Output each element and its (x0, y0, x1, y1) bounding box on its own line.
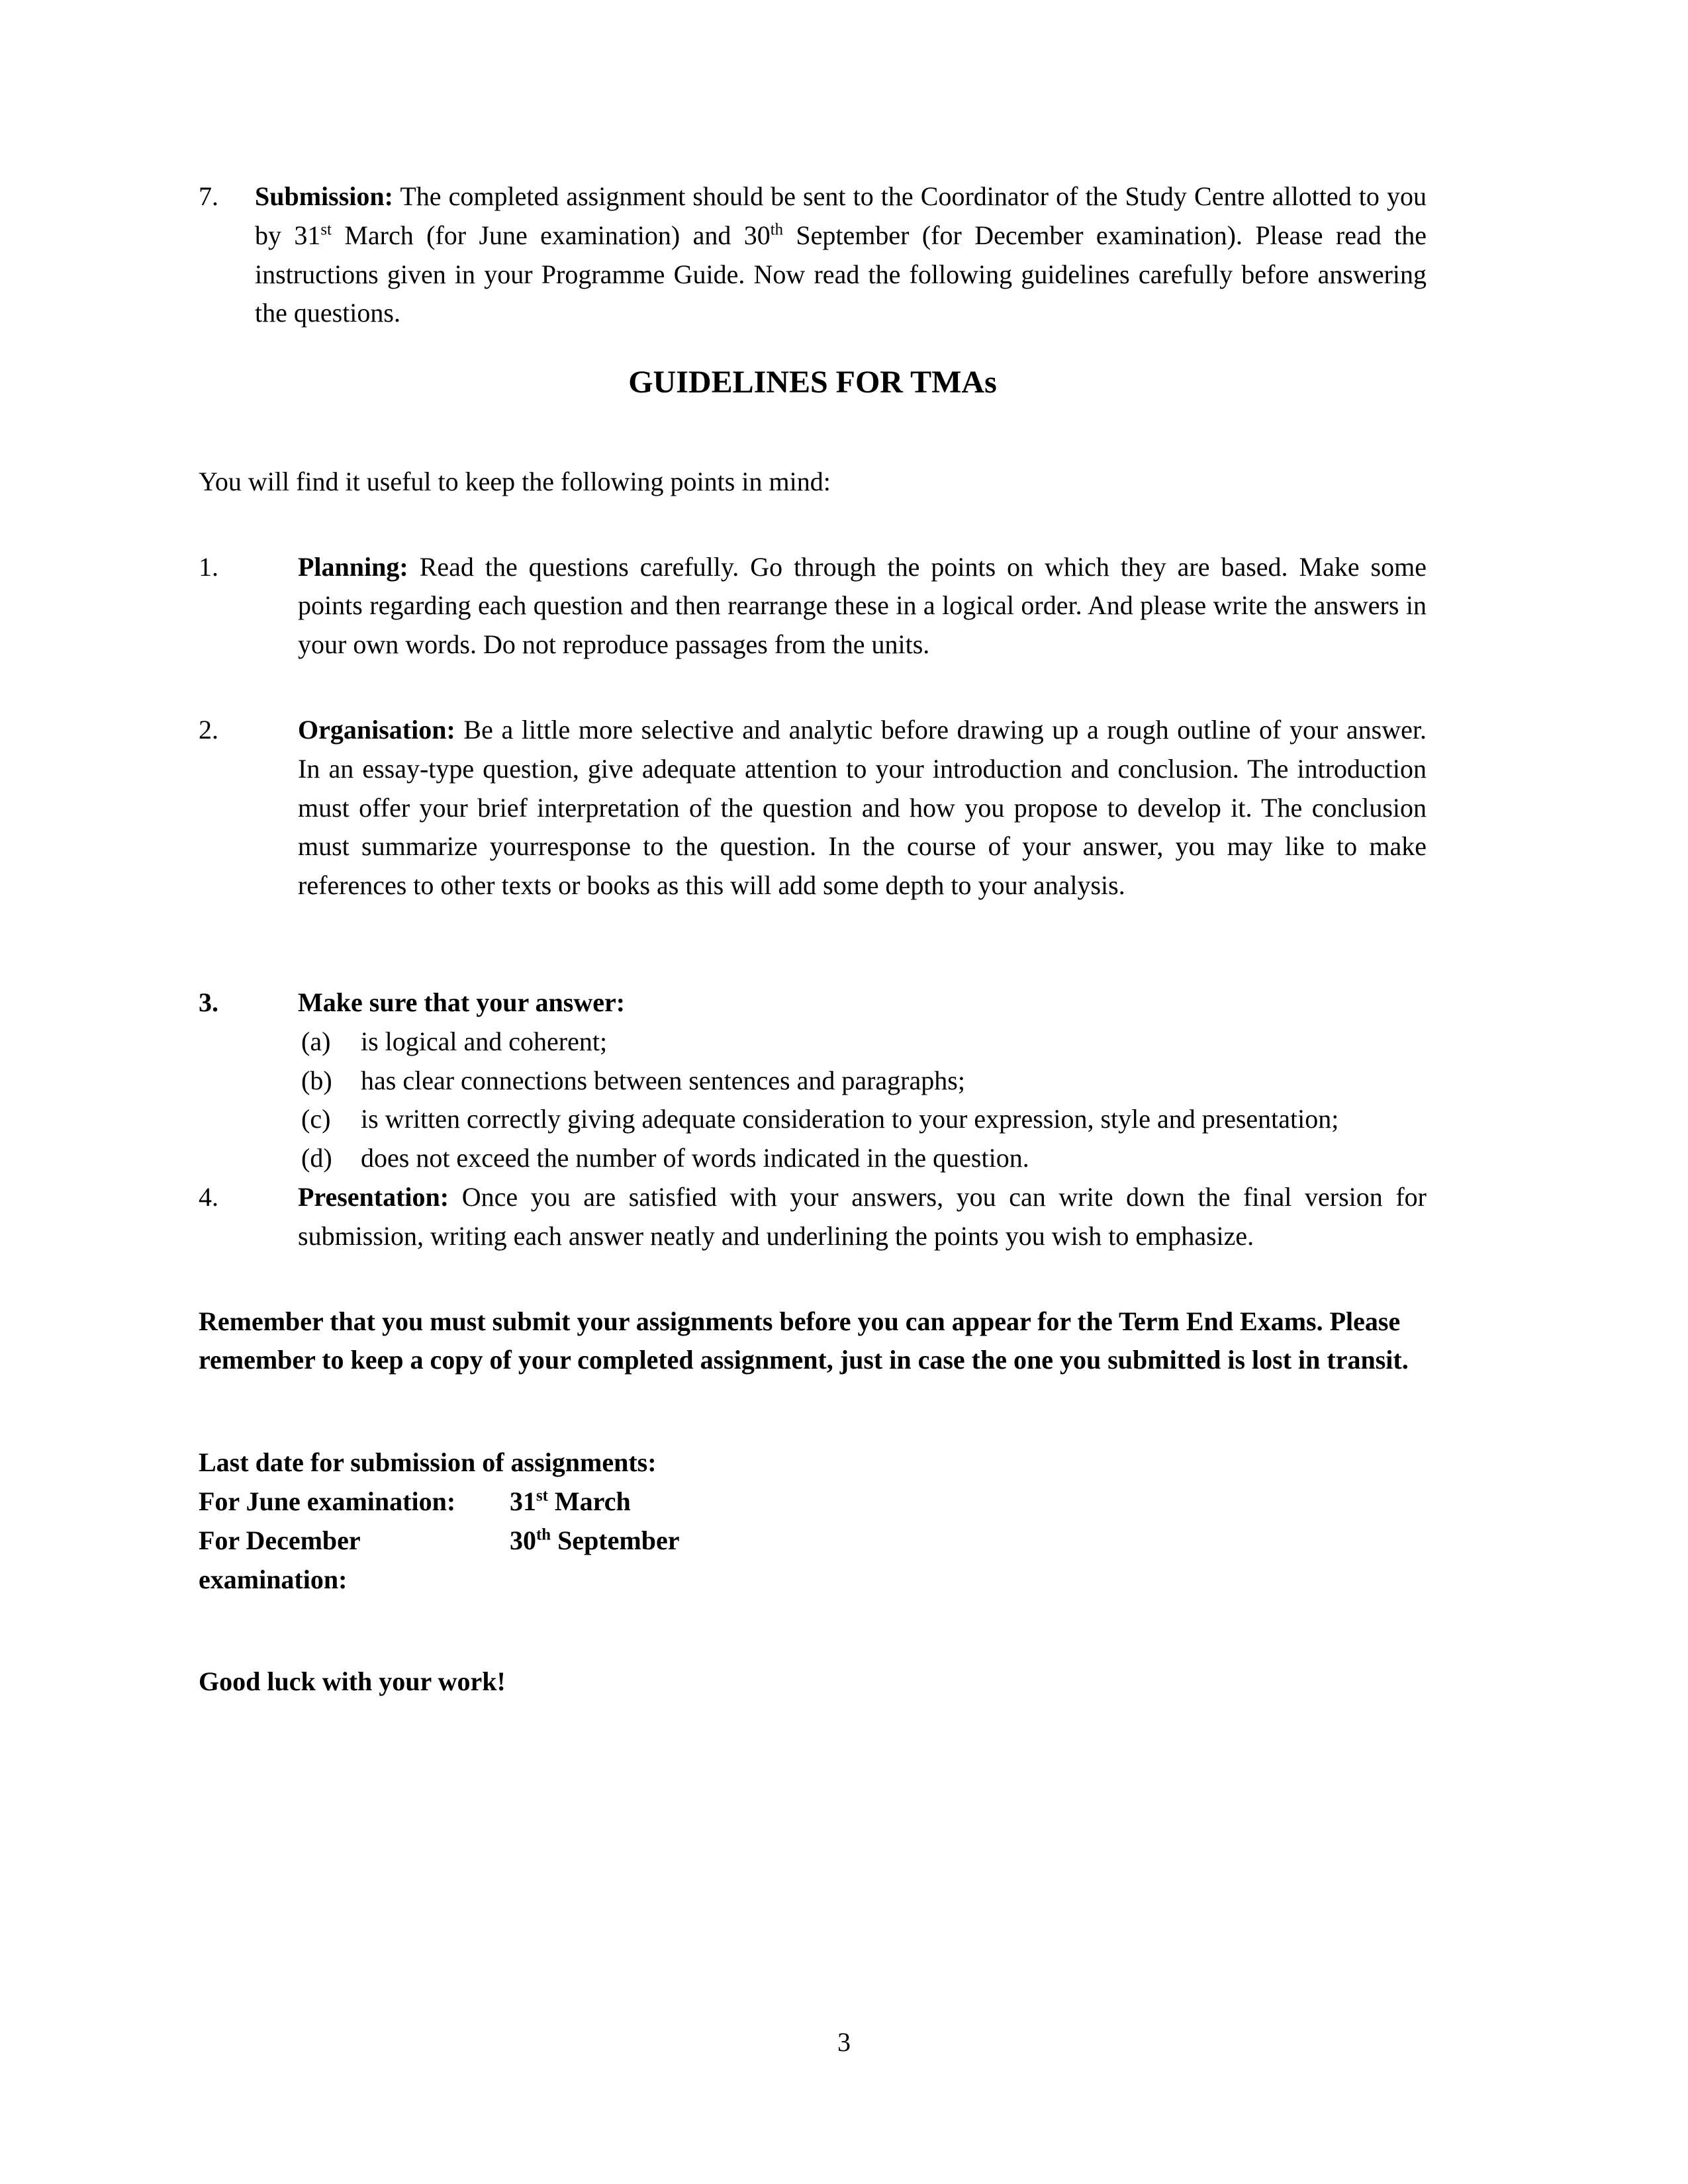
june-day: 31 (510, 1486, 536, 1516)
list-item-organisation (199, 711, 1427, 905)
page-number: 3 (837, 2027, 851, 2057)
submission-text-part-1: The completed assignment should be sent to the Coordinator of the Study Centre allotted to you by 31 (255, 181, 1427, 250)
sub-list-item (199, 1062, 1427, 1101)
dates-row-december (199, 1522, 1427, 1600)
sub-list-marker: (c) (301, 1104, 331, 1134)
presentation-text: Once you are satisfied with your answers, you can write down the final version for submission, writing each answer neatly and underlining the points you wish to emphasize. (298, 1181, 1427, 1251)
sub-list-marker: (d) (301, 1143, 332, 1173)
submission-text-part-2: March (for June examination) and 30 (331, 220, 771, 250)
ordinal-suffix-st: st (536, 1486, 548, 1505)
list-item-submission (199, 177, 1427, 333)
planning-label: Planning: (298, 551, 408, 582)
december-value (510, 1522, 1427, 1600)
december-label: For December examination: (199, 1525, 360, 1594)
sub-list-marker: (b) (301, 1065, 332, 1095)
list-marker: 1. (199, 551, 218, 582)
remember-note: Remember that you must submit your assignments before you can appear for the Term End Exams. Please remember to keep a copy of your completed assignment, just in case the one you submitted is lost in transit. (199, 1306, 1409, 1375)
sub-list-text: is written correctly giving adequate consideration to your expression, style and presentation; (361, 1104, 1339, 1134)
list-marker: 3. (199, 987, 218, 1017)
list-marker: 2. (199, 714, 218, 745)
planning-text: Read the questions carefully. Go through the points on which they are based. Make some points regarding each question and then rearrange these in a logical order. And please write the answers in your own words. Do not reproduce passages from the units. (298, 551, 1427, 660)
sub-list-marker: (a) (301, 1026, 331, 1056)
make-sure-sub-list (199, 1023, 1427, 1178)
page-title: GUIDELINES FOR TMAs (628, 365, 997, 400)
june-value (510, 1482, 1427, 1522)
sub-list-text: does not exceed the number of words indicated in the question. (361, 1143, 1029, 1173)
dates-row-june (199, 1482, 1427, 1522)
june-month: March (547, 1486, 631, 1516)
december-month: September (551, 1525, 680, 1555)
june-label: For June examination: (199, 1486, 456, 1516)
page-content (199, 177, 1427, 1702)
intro-line: You will find it useful to keep the following points in mind: (199, 466, 831, 496)
list-item-make-sure (199, 983, 1427, 1023)
sub-list-item (199, 1023, 1427, 1062)
list-item-presentation (199, 1178, 1427, 1256)
list-marker: 7. (199, 181, 218, 211)
organisation-text: Be a little more selective and analytic before drawing up a rough outline of your answer. In an essay-type question, give adequate attention to your introduction and conclusion. The introduction must offer your brief interpretation of the question and how you propose to develop it. The conclusion must summarize yourresponse to the question. In the course of your answer, you may like to make references to other texts or books as this will add some depth to your analysis. (298, 714, 1427, 901)
ordinal-suffix-th: th (770, 220, 784, 239)
sub-list-text: is logical and coherent; (361, 1026, 608, 1056)
list-item-planning (199, 548, 1427, 664)
list-marker: 4. (199, 1181, 218, 1212)
good-luck-note: Good luck with your work! (199, 1666, 506, 1697)
sub-list-item (199, 1139, 1427, 1178)
ordinal-suffix-th: th (536, 1525, 551, 1544)
organisation-label: Organisation: (298, 714, 455, 745)
dates-title: Last date for submission of assignments: (199, 1447, 657, 1478)
submission-dates-block (199, 1443, 1427, 1599)
make-sure-label: Make sure that your answer: (298, 987, 626, 1017)
presentation-label: Presentation: (298, 1181, 449, 1212)
submission-label: Submission: (255, 181, 393, 211)
december-day: 30 (510, 1525, 536, 1555)
sub-list-text: has clear connections between sentences and paragraphs; (361, 1065, 965, 1095)
ordinal-suffix-st: st (320, 220, 332, 239)
sub-list-item (199, 1100, 1427, 1139)
submission-text-part-3: September (for December examination). Please read the instructions given in your Programme Guide. Now read the following guidelines carefully before answering the questions. (255, 220, 1427, 328)
